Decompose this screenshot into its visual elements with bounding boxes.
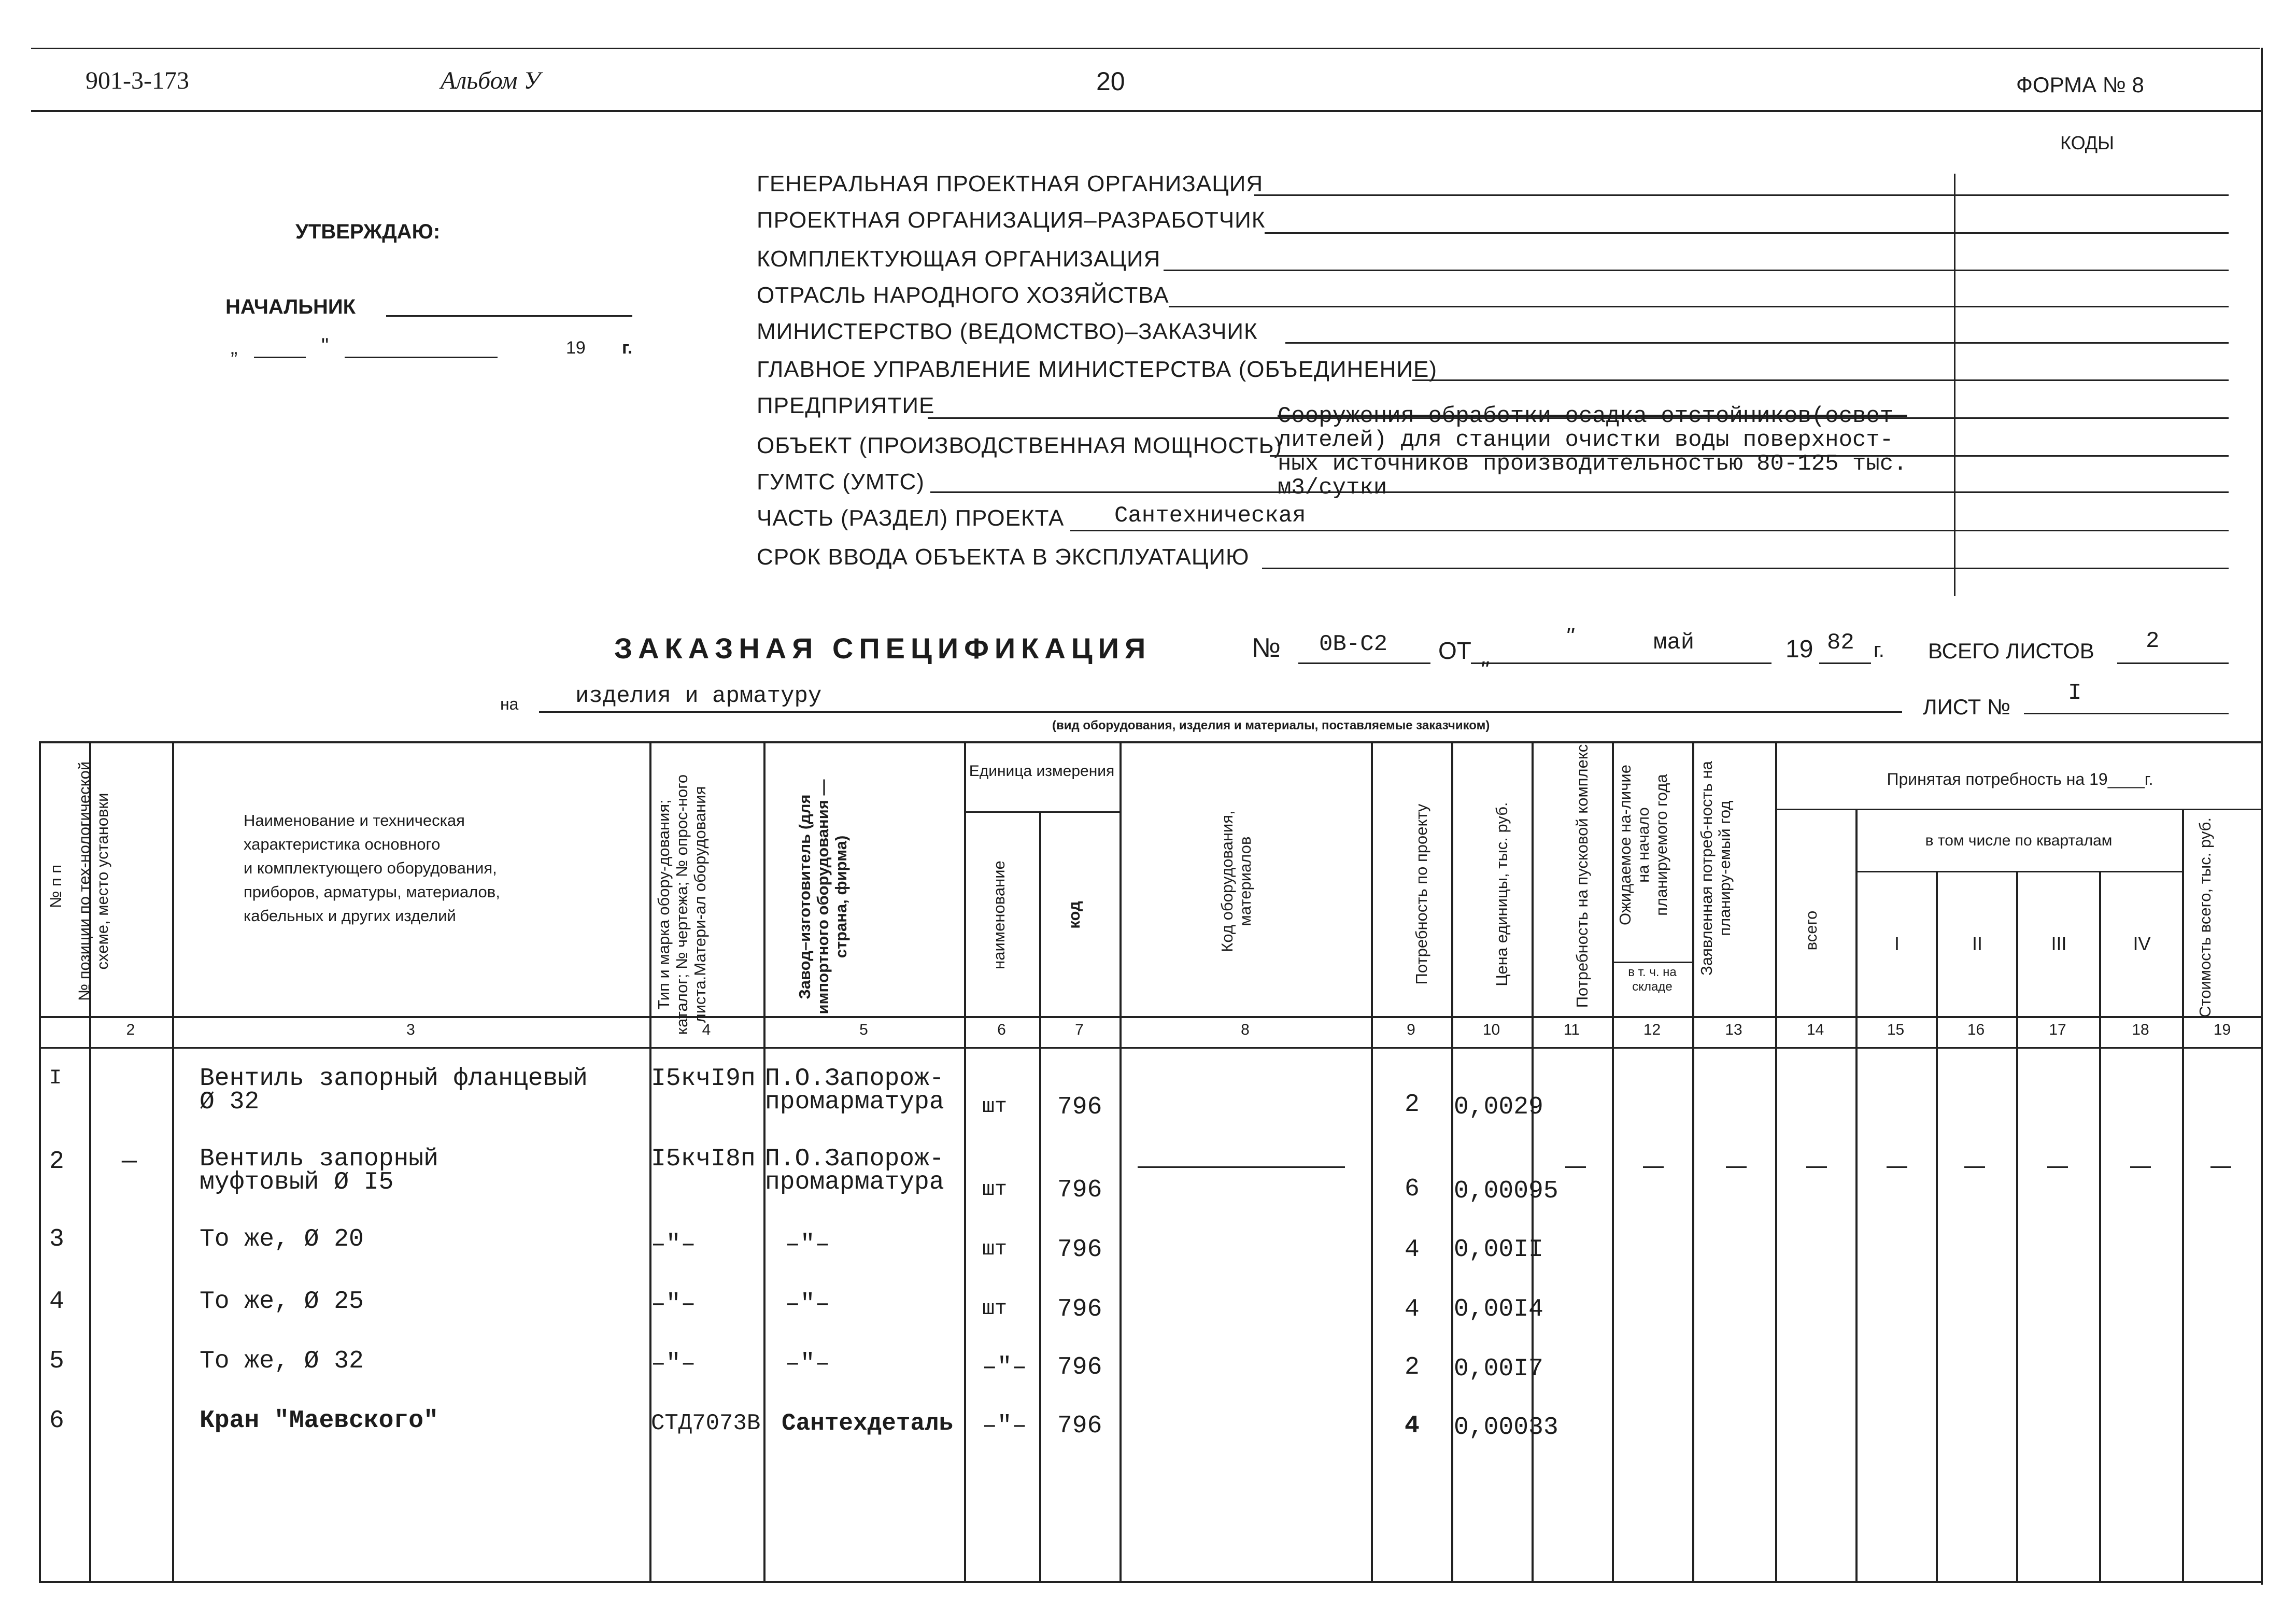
col-line-8 [1371,741,1373,1581]
header-col-3-line-4: приборов, арматуры, материалов, [244,883,500,901]
top-rule [31,48,2260,49]
col-line-5 [964,741,966,1581]
spec-year-line [1819,662,1871,664]
object-line-1: Сооружения обработки осадка отстойников(освет- [1278,403,1907,429]
header-col-10: Цена единицы, тыс. руб. [1493,802,1511,986]
unit-group-rule [964,811,1119,813]
form-label: ФОРМА № 8 [2016,73,2144,97]
col-line-15 [1936,871,1938,1581]
colnum-11: 11 [1563,1021,1580,1038]
col-line-0 [39,741,41,1581]
date-quote-open: „ [231,336,238,359]
spec-from-label: ОТ [1438,637,1471,664]
row-1-unit: шт [982,1095,1008,1119]
row-1-name-1: Вентиль запорный фланцевый [200,1065,588,1093]
row-1-qty: 2 [1405,1091,1420,1119]
header-quarters-group: в том числе по кварталам [1925,832,2113,849]
row-3-code: 796 [1057,1236,1102,1264]
row-2-pos: — [122,1148,137,1176]
row-2-name-1: Вентиль запорный [200,1145,438,1173]
header-q3: III [2051,933,2067,954]
org-field-part-value[interactable]: Сантехническая [1114,503,1306,529]
org-field-industry[interactable] [1169,306,2229,307]
row-2-type: I5кчI8п [651,1145,756,1173]
spec-sheet-line [2024,713,2229,714]
row-2-name-2: муфтовый Ø I5 [200,1168,394,1196]
row-5-maker-1: –"– [785,1350,830,1378]
org-field-deadline[interactable] [1262,568,2229,569]
org-label-gumts: ГУМТС (УМТС) [757,469,925,495]
spec-year-prefix: 19 [1785,636,1813,663]
album-label: Альбом У [441,67,541,94]
header-col-19: Стоимость всего, тыс. руб. [2196,817,2214,1018]
spec-title: ЗАКАЗНАЯ СПЕЦИФИКАЦИЯ [614,632,1152,665]
header-q1: I [1894,933,1900,954]
row-4-type: –"– [651,1290,696,1318]
header-q2: II [1972,933,1982,954]
org-field-part [1070,530,2229,531]
row-4-qty: 4 [1405,1295,1420,1323]
header-col-9: Потребность по проекту [1412,803,1430,985]
org-field-main-dept[interactable] [1412,379,2229,381]
row-2-unit: шт [982,1178,1008,1202]
approval-year-suffix: г. [622,338,633,358]
colnum-5: 5 [859,1021,868,1038]
header-col-6: наименование [990,861,1008,969]
row-1-type: I5кчI9п [651,1065,756,1093]
org-label-main-dept: ГЛАВНОЕ УПРАВЛЕНИЕ МИНИСТЕРСТВА (ОБЪЕДИНЕНИЕ) [757,357,1438,382]
row-2-dash-19 [2210,1166,2231,1168]
row-2-no: 2 [49,1148,64,1176]
row-4-name-1: То же, Ø 25 [200,1288,364,1316]
date-quote-close: " [321,334,329,357]
object-description [1278,404,1907,500]
header-col-1: № п п [47,864,65,909]
header-col-3-line-1: Наименование и техническая [244,811,465,829]
col-line-13 [1775,741,1777,1581]
row-3-name-1: То же, Ø 20 [200,1225,364,1253]
row-5-price: 0,00I7 [1454,1355,1543,1383]
org-label-developer: ПРОЕКТНАЯ ОРГАНИЗАЦИЯ–РАЗРАБОТЧИК [757,207,1266,233]
header-col-3-line-3: и комплектующего оборудования, [244,859,497,877]
row-2-qty: 6 [1405,1175,1420,1203]
header-col-12: Ожидаемое на-личие на начало планируемого года [1616,765,1670,925]
org-label-object: ОБЪЕКТ (ПРОИЗВОДСТВЕННАЯ МОЩНОСТЬ) [757,433,1283,458]
chief-label: НАЧАЛЬНИК [225,295,356,318]
org-label-completing: КОМПЛЕКТУЮЩАЯ ОРГАНИЗАЦИЯ [757,246,1161,272]
row-6-maker-1: Сантехдеталь [782,1410,954,1437]
col-line-6 [1039,811,1041,1581]
row-3-maker-1: –"– [785,1231,830,1259]
spec-number[interactable]: 0В-С2 [1319,631,1388,657]
spec-na-label: на [500,695,519,713]
spec-month[interactable]: май [1653,630,1695,656]
row-4-code: 796 [1057,1295,1102,1323]
row-2-dash-17 [2047,1166,2068,1168]
colnum-12: 12 [1643,1021,1661,1038]
chief-signature-line[interactable] [386,315,632,317]
header-col-13: Заявленная потреб-ность на планиру-емый год [1697,761,1734,976]
row-6-price: 0,00033 [1454,1414,1558,1442]
spec-total-sheets-label: ВСЕГО ЛИСТОВ [1928,639,2094,663]
table-colnum-rule [39,1047,2262,1049]
row-5-name-1: То же, Ø 32 [200,1347,364,1375]
row-2-dash-15 [1887,1166,1907,1168]
org-label-deadline: СРОК ВВОДА ОБЪЕКТА В ЭКСПЛУАТАЦИЮ [757,544,1250,570]
colnum-19: 19 [2213,1021,2231,1038]
header-col-3 [244,809,500,928]
header-q4: IV [2133,933,2151,954]
row-2-maker-2: промарматура [765,1168,944,1196]
spec-number-line [1298,662,1430,664]
right-border [2261,48,2263,1585]
spec-quote-open: " [1565,623,1574,650]
colnum-16: 16 [1967,1021,1985,1038]
row-6-name-1: Кран "Маевского" [200,1407,438,1435]
approval-day-field[interactable] [254,357,306,358]
object-line-4: м3/сутки [1278,475,1387,501]
row-1-maker-1: П.О.Запорож- [765,1065,944,1093]
header-col-2: № позиции по тех-нологической схеме, место установки [75,761,111,1002]
header-col-3-line-5: кабельных и других изделий [244,907,456,925]
spec-quote-close: " [1480,656,1489,683]
row-2-dash-16 [1964,1166,1985,1168]
row-2-dash-13 [1726,1166,1747,1168]
object-line-2: лителей) для станции очистки воды поверхност- [1278,427,1894,453]
row-5-qty: 2 [1405,1353,1420,1381]
row-6-qty: 4 [1405,1412,1420,1440]
header-rule [31,110,2262,112]
codes-divider [1954,174,1955,596]
colnum-13: 13 [1725,1021,1742,1038]
row-2-code: 796 [1057,1176,1102,1204]
codes-label: КОДЫ [2060,132,2115,153]
colnum-15: 15 [1887,1021,1905,1038]
object-line-3: ных источников производительностью 80-125 тыс. [1278,451,1907,477]
header-col-5: Завод–изготовитель (для импортного оборудования —страна, фирма) [796,779,850,1014]
row-1-price: 0,0029 [1454,1093,1543,1121]
row-5-unit: –"– [982,1353,1027,1381]
colnum-14: 14 [1806,1021,1824,1038]
col-line-14 [1855,809,1858,1581]
colnum-3: 3 [406,1021,415,1038]
row-5-type: –"– [651,1350,696,1378]
row-2-dash-12 [1643,1166,1664,1168]
org-label-enterprise: ПРЕДПРИЯТИЕ [757,393,935,418]
org-label-ministry: МИНИСТЕРСТВО (ВЕДОМСТВО)–ЗАКАЗЧИК [757,319,1258,344]
row-2-dash-14 [1806,1166,1827,1168]
header-need-group: Принятая потребность на 19____г. [1887,770,2153,788]
approval-year-prefix: 19 [566,338,586,358]
spec-subject[interactable]: изделия и арматуру [575,683,822,709]
header-col-4: Тип и марка обору-дования; каталог; № чертежа; № опрос-ного листа.Матери-ал оборудования [655,774,709,1035]
spec-date-line [1471,662,1771,664]
spec-subject-line [539,711,1902,713]
col-line-7 [1119,741,1122,1581]
spec-subject-caption: (вид оборудования, изделия и материалы, поставляемые заказчиком) [1052,718,1490,732]
header-col-7: код [1065,901,1083,929]
row-2-dash-11 [1565,1166,1586,1168]
col-line-18 [2182,809,2184,1581]
org-label-industry: ОТРАСЛЬ НАРОДНОГО ХОЗЯЙСТВА [757,283,1169,308]
row-2-code-dash [1138,1166,1345,1168]
row-1-maker-2: промарматура [765,1088,944,1116]
col-line-16 [2016,871,2018,1581]
row-3-qty: 4 [1405,1236,1420,1264]
header-col-8: Код оборудования, материалов [1218,810,1254,952]
quarter-group-rule [1855,871,2182,872]
table-bottom-rule [39,1581,2262,1583]
colnum-4: 4 [702,1021,711,1038]
header-col-14: всего [1802,910,1820,951]
row-5-no: 5 [49,1347,64,1375]
header-col-12-sub: в т. ч. на складе [1628,965,1677,994]
row-4-price: 0,00I4 [1454,1295,1543,1323]
row-6-no: 6 [49,1407,64,1435]
colnum-7: 7 [1075,1021,1084,1038]
row-5-code: 796 [1057,1353,1102,1381]
row-2-dash-18 [2130,1166,2151,1168]
spec-total-sheets-line [2117,662,2229,664]
col-line-12 [1692,741,1694,1581]
header-col-11: Потребность на пусковой комплекс [1573,744,1591,1008]
page-number: 20 [1096,67,1125,96]
row-3-type: –"– [651,1231,696,1259]
colnum-2: 2 [126,1021,135,1038]
row-6-unit: –"– [982,1412,1027,1440]
row-1-code: 796 [1057,1093,1102,1121]
row-2-price: 0,00095 [1454,1177,1558,1205]
colnum-8: 8 [1241,1021,1250,1038]
colnum-9: 9 [1407,1021,1415,1038]
row-6-code: 796 [1057,1412,1102,1440]
spec-sheet-label: ЛИСТ № [1923,695,2011,719]
colnum-6: 6 [997,1021,1006,1038]
col-line-2 [172,741,174,1581]
colnum-18: 18 [2132,1021,2149,1038]
table-header-bottom-rule [39,1016,2262,1018]
header-unit-group: Единица измерения [969,763,1115,780]
row-4-maker-1: –"– [785,1290,830,1318]
row-4-no: 4 [49,1288,64,1316]
need-group-rule [1775,809,2262,810]
row-2-maker-1: П.О.Запорож- [765,1145,944,1173]
row-1-name-2: Ø 32 [200,1088,260,1116]
row-3-no: 3 [49,1225,64,1253]
row-6-type: СТД7073В [651,1411,761,1436]
org-field-ministry[interactable] [1285,342,2229,344]
doc-code: 901-3-173 [86,67,189,94]
spec-total-sheets[interactable]: 2 [2146,628,2160,654]
org-field-general[interactable] [1254,194,2229,196]
table-top-rule [39,741,2262,743]
spec-year[interactable]: 82 [1827,630,1854,656]
org-label-general: ГЕНЕРАЛЬНАЯ ПРОЕКТНАЯ ОРГАНИЗАЦИЯ [757,171,1264,196]
colnum-17: 17 [2049,1021,2066,1038]
colnum-10: 10 [1482,1021,1500,1038]
col-line-17 [2099,871,2101,1581]
spec-year-suffix: г. [1874,639,1884,661]
approve-label: УТВЕРЖДАЮ: [295,220,441,243]
row-3-price: 0,00II [1454,1236,1543,1264]
org-label-part: ЧАСТЬ (РАЗДЕЛ) ПРОЕКТА [757,505,1065,531]
header-col-3-line-2: характеристика основного [244,835,441,853]
approval-month-field[interactable] [345,357,498,358]
row-3-unit: шт [982,1238,1008,1261]
org-field-completing[interactable] [1164,270,2229,271]
row-1-no: I [49,1067,62,1090]
org-field-developer[interactable] [1265,232,2229,234]
row-4-unit: шт [982,1297,1008,1321]
spec-sheet-number[interactable]: I [2068,680,2082,706]
spec-number-label: № [1252,633,1281,663]
